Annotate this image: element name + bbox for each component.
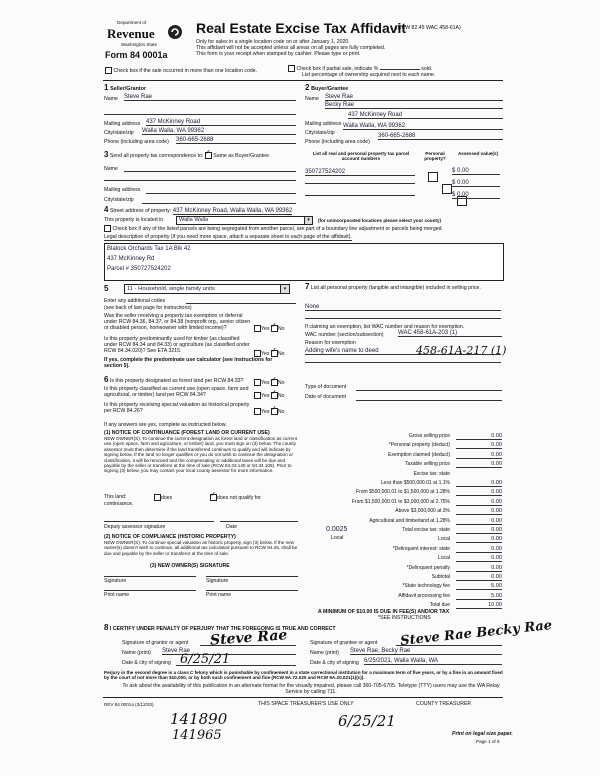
tax-row-value[interactable]: 0.00 (456, 508, 502, 515)
tax-row-label: Gross selling price (408, 433, 450, 439)
multi-location-checkbox-row[interactable]: Check box if the sale occurred in more than one location code. (105, 67, 257, 74)
tax-row-label: Total due (429, 602, 450, 609)
deputy-date-field[interactable] (220, 521, 298, 522)
buyer-city-field[interactable]: Walla Walla, WA 99362 (343, 123, 503, 130)
tax-row-label: Local (438, 536, 450, 543)
notice-continuance-body: NEW OWNER(S): To continue the current designation as forest land or classification as current use (open space, farm and agriculture, or timber) land, you must sign on (3) below. The county assessor must then determine if the land transferred continues to qualify and will indicate by signing below. If the land no longer qualifies or you do not wish to continue the designation or classification, it will be removed and the compensating or additional taxes will be due and payable by the seller or transferor at the time of sale (RCW 84.33.140 or 84.34.108). Prior to signing (3) below, you may contact your local county assessor for more information. (104, 436, 297, 474)
county-treasurer-label: COUNTY TREASURER (416, 701, 472, 707)
local-rate-label: Local (331, 535, 344, 541)
section3-name-label: Name (104, 166, 118, 172)
additional-codes-field[interactable] (186, 303, 296, 304)
buyer-city-label: City/state/zip (305, 130, 335, 136)
grantor-name-field[interactable]: Steve Rae (162, 648, 296, 655)
section3-address-field[interactable] (146, 193, 296, 194)
buyer-name-field-1[interactable]: Steve Rae (325, 94, 503, 101)
grantee-signature-label: Signature of grantee or agent (310, 640, 378, 646)
section5-num: 5 (104, 284, 109, 293)
owner-signature-2[interactable] (206, 576, 298, 577)
q-exemption: Was the seller receiving a property tax exemption or deferral under RCW 84.36, 84.37, or 84.38 (nonprofit org., senior citizen or disabled person, homeowner with limited income)? (104, 313, 251, 331)
seller-address-label: Mailing address (104, 121, 141, 127)
buyer-name-label: Name (305, 96, 319, 102)
q-forest-yes[interactable] (254, 379, 261, 386)
tax-row-value[interactable]: 0.00 (456, 433, 502, 440)
q-forest-no[interactable] (271, 379, 278, 386)
this-land-label: This land: (104, 494, 127, 500)
exemption-label: If claiming an exemption, list WAC number and reason for exemption. (305, 324, 465, 330)
revision-label: REV 84 0001a (3/12/20) (104, 702, 154, 707)
seller-phone-label: Phone (including area code) (104, 139, 169, 145)
q-exemption-answers: Yes ✓ No (254, 325, 285, 332)
same-as-buyer-checkbox[interactable] (205, 152, 212, 159)
parcel-number-1[interactable]: 350727524202 (305, 169, 415, 176)
reason-label: Reason for exemption (305, 340, 356, 346)
location-dropdown-icon[interactable]: ▾ (304, 216, 313, 225)
q-timber-yes[interactable] (254, 350, 261, 357)
grantor-date-label: Date & city of signing (122, 660, 171, 666)
q-historic-answers: Yes ✓ No (254, 408, 285, 415)
partial-sale-checkbox[interactable] (288, 65, 295, 72)
q-forest-answers: Yes ✓ No (254, 379, 285, 386)
form-rcw: (RCW 82.45 WAC 458-61A) (396, 25, 461, 31)
ownership-note: List percentage of ownership acquired next to each name. (302, 72, 436, 78)
tax-row-label: *Personal property (deduct) (388, 442, 450, 449)
seller-address-field[interactable]: 437 McKinney Road (146, 119, 296, 126)
tax-row-label: *Delinquent penalty (406, 564, 450, 571)
handwritten-number-2: 141965 (172, 728, 222, 743)
q-timber-no[interactable] (271, 350, 278, 357)
additional-codes-label: Enter any additional codes (104, 298, 166, 304)
tax-row-label: Agricultural and timberland at 1.28% (369, 517, 450, 524)
seller-phone-field[interactable]: 360-665-2688 (176, 137, 296, 144)
tax-row-label: Total excise tax: state (402, 527, 450, 533)
assessed-col-header: Assessed value(s) (457, 151, 499, 156)
personal-property-checkbox-2[interactable] (442, 184, 452, 194)
assessed-value-1[interactable]: $ 0.00 (452, 168, 500, 175)
deputy-date-label: Date (226, 524, 237, 530)
legal-paper-note: Print on legal size paper. (452, 731, 513, 737)
grantor-signature: Steve Rae (209, 627, 288, 649)
tax-row-label: Taxable selling price (404, 461, 450, 468)
header-divider (103, 80, 503, 81)
tax-row-value[interactable]: 0.00 (456, 565, 502, 572)
notice-2: This affidavit will not be accepted unless all areas on all pages are fully completed. (196, 45, 386, 51)
buyer-heading: 2 Buyer/Grantee (305, 83, 349, 92)
footer-divider (103, 697, 503, 698)
buyer-address-field[interactable]: 437 McKinney Road (348, 112, 503, 119)
section3-city-field[interactable] (142, 203, 296, 204)
reason-line-2 (305, 362, 501, 363)
deputy-signature-label: Deputy assessor signature (104, 524, 166, 530)
handwritten-date: 6/25/21 (338, 712, 396, 730)
owner-signature-1[interactable] (104, 576, 196, 577)
personal-property-checkbox-1[interactable] (428, 172, 438, 182)
tax-row-value[interactable]: 0.00 (456, 536, 502, 543)
deputy-signature-field[interactable] (104, 521, 214, 522)
form-title: Real Estate Excise Tax Affidavit (196, 20, 407, 36)
handwritten-number-1: 141890 (170, 710, 228, 728)
tax-row-value[interactable]: 0.00 (456, 489, 502, 496)
q-timber-answers: Yes ✓ No (254, 350, 285, 357)
seller-name-line-2 (104, 108, 296, 115)
land-does-checkbox[interactable] (154, 494, 161, 501)
wac-number-field[interactable]: WAC 458-61A-203 (1) (398, 330, 502, 337)
tax-row-value[interactable]: 0.00 (456, 499, 502, 506)
handwritten-wac-note: 458-61A-217 (1) (416, 344, 507, 357)
partial-sale-row[interactable]: Check box if partial sale, indicate % sold. (288, 65, 432, 72)
tax-row-label: Excise tax: state (413, 470, 450, 477)
land-does-not-checkbox[interactable] (210, 494, 217, 501)
notice-continuance-title: (1) NOTICE OF CONTINUANCE (FOREST LAND OR CURRENT USE) (104, 430, 270, 436)
dept-name: Revenue (107, 26, 155, 41)
owner-signature-label-1: Signature (104, 578, 127, 584)
notice-compliance-body: NEW OWNER(S): To continue special valuation as historic property, sign (3) below. If the new owner(s) doesn't wish to continue, all additional tax calculated pursuant to RCW 84.26, shall be due and payable by the seller or transferor at the time of sale. (104, 540, 298, 556)
tax-row-label: Affidavit processing fee (398, 592, 450, 599)
tax-row-value[interactable]: 0.00 (456, 574, 502, 581)
q-current-use-yes[interactable] (254, 392, 261, 399)
q-historic-yes[interactable] (254, 408, 261, 415)
section6-note: If any answers are yes, complete as instructed below. (104, 422, 227, 428)
owner-print-name-1[interactable] (104, 590, 196, 591)
notice-1: Only for sales in a single location code on or after January 1, 2020. (196, 39, 350, 45)
grantee-name-field[interactable]: Steve Rae, Becky Rae (350, 648, 502, 655)
section3-city-label: City/state/zip (104, 197, 134, 203)
q-current-use: Is this property classified as current use (open space, farm and agricultural, or timber) land per RCW 84.34? (104, 386, 249, 398)
q-timber-note: If yes, complete the predominate use calculator (see instructions for section 5). (104, 357, 273, 369)
local-rate-value: 0.0025 (326, 526, 348, 533)
buyer-address-label: Mailing address (305, 121, 342, 127)
parcel-col-header: List all real and personal property tax parcel account numbers (312, 151, 410, 162)
tax-row-label: From $1,500,000.01 to $3,000,000 at 2.75% (351, 498, 450, 505)
section3-row: 3 Send all property tax correspondence to: ✓ Same as Buyer/Grantee (104, 152, 269, 159)
legal-description-label: Legal description of property (if you need more space, attach a separate sheet to each page of the affidavit). (104, 234, 352, 240)
property-address-field[interactable]: 437 McKinney Road, Walla Walla, WA 99362 (172, 208, 293, 214)
q-historic: Is this property receiving special valuation as historical property per RCW 84.26? (104, 402, 250, 414)
land-does-row: does (154, 494, 172, 501)
tax-row-label: Less than $500,000.01 at 1.1% (380, 480, 450, 486)
assessed-value-2[interactable]: $ 0.00 (452, 180, 500, 187)
owner-print-name-2[interactable] (206, 590, 298, 591)
grantee-name-label: Name (print) (310, 650, 339, 656)
grantor-name-label: Name (print) (122, 650, 151, 656)
tax-row-value[interactable]: 0.00 (456, 555, 502, 562)
section4-address-row: 4 Street address of property: 437 McKinney Road, Walla Walla, WA 99362 (104, 205, 293, 214)
grantor-signature-label: Signature of grantor or agent (122, 640, 189, 646)
location-select[interactable]: Walla Walla (176, 216, 306, 225)
doc-type-label: Type of document (305, 384, 347, 390)
q-forest: 6 Is this property designated as forest land per RCW 84.33? (104, 375, 244, 384)
section7-label: 7 List all personal property (tangible and intangible) included in selling price. (305, 282, 481, 291)
seller-city-label: City/state/zip (104, 130, 134, 136)
treasurer-use-label: THIS SPACE TREASURER'S USE ONLY (258, 701, 354, 707)
tax-row-value[interactable]: 0.00 (456, 527, 502, 534)
land-does-not-row: ✓ does not qualify for (210, 494, 261, 501)
perjury-statement: Perjury in the second degree is a class C felony which is punishable by confinement in a state correctional institution for a maximum term of five years, or by a fine in an amount fixed by the court of not more than $10,000, or by both such confinement and fine (RCW 9A.72.030 and RCW 9A.20.021(1)(c)). (104, 670, 503, 681)
notice-compliance-title: (2) NOTICE OF COMPLIANCE (HISTORIC PROPERTY) (104, 534, 236, 540)
grantee-signature: Steve Rae Becky Rae (399, 618, 553, 649)
tax-row-label: Above $3,000,000 at 3% (395, 508, 450, 515)
tax-row-label: Subtotal (431, 574, 450, 580)
new-owner-sig-title: (3) NEW OWNER(S) SIGNATURE (150, 563, 230, 569)
personal-property-field[interactable]: None (305, 304, 501, 311)
tax-row-value[interactable]: 0.00 (456, 546, 502, 553)
boundary-checkbox-row[interactable]: Check box if any of the listed parcels are being segregated from another parcel, are part of a boundary line adjustment or parcels being merged. (104, 225, 443, 232)
boundary-checkbox[interactable] (104, 225, 111, 232)
buyer-name-field-2[interactable]: Becky Rae (325, 102, 503, 109)
q-current-use-answers: Yes ✓ No (254, 392, 285, 399)
seller-name-field[interactable]: Steve Rae (124, 94, 296, 101)
additional-codes-note: (see back of last page for instructions) (104, 305, 192, 311)
personal-property-line-2 (305, 318, 501, 319)
owner-print-label-2: Print name (206, 592, 232, 598)
continuance-label: continuance. (104, 501, 134, 507)
tax-row-value[interactable]: 0.00 (456, 452, 502, 459)
land-use-select[interactable]: 11 - Household, single family units (124, 284, 284, 294)
form-number: Form 84 0001a (105, 50, 168, 60)
seller-city-field[interactable]: Walla Walla, WA 99362 (142, 128, 296, 135)
doc-date-label: Date of document (305, 394, 346, 400)
tax-row-label: *Delinquent interest: state (392, 545, 450, 552)
q-exemption-yes[interactable] (254, 325, 261, 332)
unincorporated-note: (for unincorporated locations please select your county) (318, 218, 442, 223)
reason-field[interactable]: Adding wife's name to deed (305, 348, 501, 355)
seller-heading: 1 Seller/Grantor (104, 83, 147, 92)
minimum-due-note: A MINIMUM OF $10.00 IS DUE IN FEE(S) AND/OR TAX (318, 609, 450, 615)
tax-row-value[interactable]: 10.00 (456, 602, 502, 609)
tax-row-value[interactable]: 0.00 (456, 480, 502, 487)
q-exemption-no[interactable] (271, 325, 278, 332)
section3-name-line-2 (104, 180, 296, 181)
page-number: Page 1 of 6 (476, 739, 500, 744)
section3-name-field[interactable] (124, 171, 296, 172)
partial-sale-pct-field[interactable] (380, 69, 420, 70)
dept-state: Washington State (121, 42, 158, 47)
grantor-date-handwritten: 6/25/21 (180, 652, 231, 667)
tax-row-label: From $500,000.01 to $1,500,000 at 1.28% (356, 489, 450, 496)
legal-line-2: 437 McKinney Rd (107, 256, 155, 262)
multi-location-checkbox[interactable] (105, 67, 112, 74)
notice-3: This form is your receipt when stamped by cashier. Please type or print. (196, 51, 361, 57)
tax-row-value[interactable]: 0.00 (456, 442, 502, 449)
personal-col-header: Personal property? (424, 151, 446, 162)
land-use-dropdown-icon[interactable]: ▾ (280, 284, 290, 294)
tax-row-label: Exemption claimed (deduct) (388, 451, 450, 458)
legal-line-1: Blalock Orchards Tax 1A Blk 42 (107, 246, 191, 252)
doc-date-field[interactable] (356, 400, 502, 401)
legal-line-3: Parcel # 350727524202 (107, 266, 171, 272)
see-instructions-note: *SEE INSTRUCTIONS (378, 615, 431, 621)
q-timber: Is this property predominantly used for timber (as classified under RCW 84.34 and 84.33) or agriculture (as classified under RCW 84.34.020)? See ETA 3215. (104, 336, 250, 354)
buyer-phone-label: Phone (including area code) (305, 139, 370, 145)
section3-address-label: Mailing address (104, 187, 141, 193)
tax-row-value[interactable]: 5.00 (456, 593, 502, 600)
seller-name-label: Name (104, 96, 118, 102)
q-historic-no[interactable] (271, 408, 278, 415)
tax-row-value[interactable]: 5.00 (456, 583, 502, 590)
parcel-number-2[interactable] (305, 183, 415, 184)
owner-print-label-1: Print name (104, 592, 130, 598)
wac-label: WAC number (section/subsection) (305, 332, 384, 338)
located-in-label: This property is located in (104, 217, 164, 223)
assessed-value-3[interactable]: $ 0.00 (452, 192, 500, 199)
grantee-date-field[interactable]: 6/25/2021, Walla Walla, WA (364, 658, 502, 665)
parcel-number-3[interactable] (305, 195, 415, 196)
tax-row-label: Local (438, 555, 450, 562)
grantee-date-label: Date & city of signing (310, 660, 359, 666)
revenue-seal-icon (167, 24, 183, 40)
certify-row: 8 I CERTIFY UNDER PENALTY OF PERJURY THAT THE FOREGOING IS TRUE AND CORRECT (104, 623, 336, 632)
alternate-format-note: To ask about the availability of this publication in an alternate format for the visually impaired, please call 360-705-6705. Teletype (TTY) users may use the WA Relay Service by calling 711. (122, 683, 500, 695)
buyer-phone-field[interactable]: 360-665-2688 (378, 133, 503, 140)
owner-signature-label-2: Signature (206, 578, 229, 584)
tax-row-value[interactable]: 0.00 (456, 461, 502, 468)
q-current-use-no[interactable] (271, 392, 278, 399)
legal-description-box[interactable] (104, 243, 504, 281)
tax-row-value[interactable]: 0.00 (456, 518, 502, 525)
dept-line1: Department of (117, 20, 147, 25)
doc-type-field[interactable] (356, 390, 502, 391)
tax-row-label: *State technology fee (402, 583, 450, 590)
